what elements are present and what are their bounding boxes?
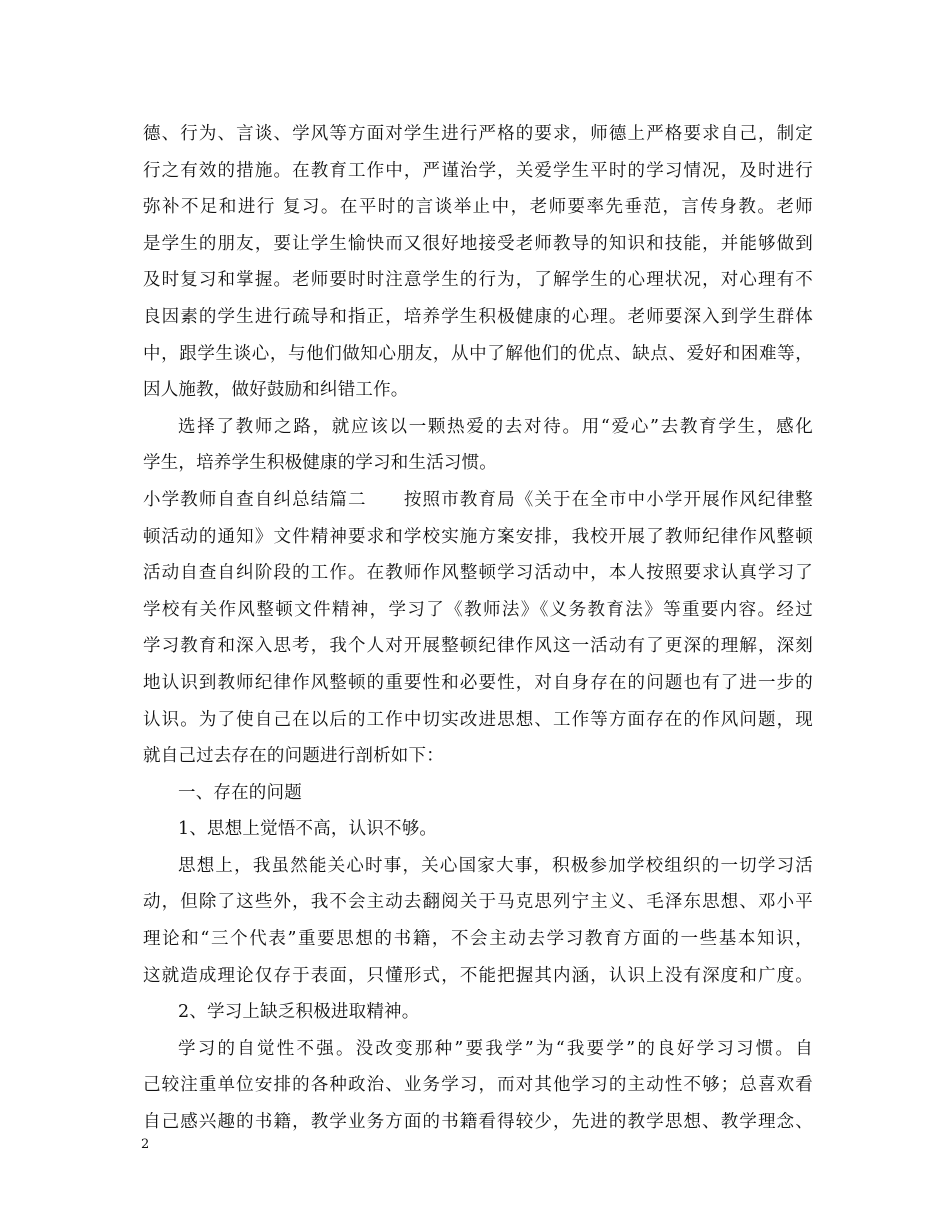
text-line: 德、行为、言谈、学风等方面对学生进行严格的要求，师德上严格要求自己，制定 [143,124,813,144]
text-line: 弥补不足和进行 复习。在平时的言谈举止中，老师要率先垂范，言传身教。老师 [143,197,813,218]
text-line: 2、学习上缺乏积极进取精神。 [178,1002,420,1023]
text-line: 1、思想上觉悟不高，认识不够。 [178,819,438,840]
text-line: 认识。为了使自己在以后的工作中切实改进思想、工作等方面存在的作风问题，现 [143,709,813,730]
text-line: 地认识到教师纪律作风整顿的重要性和必要性，对自身存在的问题也有了进一步的 [143,672,813,693]
text-line: 活动自查自纠阶段的工作。在教师作风整顿学习活动中，本人按照要求认真学习了 [143,563,813,584]
text-line: 己较注重单位安排的各种政治、业务学习，而对其他学习的主动性不够；总喜欢看 [143,1075,813,1096]
text-line: 及时复习和掌握。老师要时时注意学生的行为，了解学生的心理状况，对心理有不 [143,270,813,291]
text-line: 思想上，我虽然能关心时事，关心国家大事，积极参加学校组织的一切学习活 [178,855,813,876]
text-line: 这就造成理论仅存于表面，只懂形式，不能把握其内涵，认识上没有深度和广度。 [143,965,813,986]
text-line: 学校有关作风整顿文件精神，学习了《教师法》《义务教育法》等重要内容。经过 [143,599,813,620]
body-text [143,116,813,1141]
text-line: 选择了教师之路，就应该以一颗热爱的去对待。用“爱心”去教育学生，感化 [178,416,813,437]
text-line: 学习的自觉性不强。没改变那种”要我学”为“我要学”的良好学习习惯。自 [178,1038,813,1059]
text-line: 顿活动的通知》文件精神要求和学校实施方案安排，我校开展了教师纪律作风整顿 [143,526,813,547]
text-line: 中，跟学生谈心，与他们做知心朋友，从中了解他们的优点、缺点、爱好和困难等， [143,343,813,364]
text-line: 学习教育和深入思考，我个人对开展整顿纪律作风这一活动有了更深的理解，深刻 [143,636,813,657]
page-number: 2 [141,1137,150,1152]
text-line: 是学生的朋友，要让学生愉快而又很好地接受老师教导的知识和技能，并能够做到 [143,233,813,254]
text-line: 自己感兴趣的书籍，教学业务方面的书籍看得较少，先进的教学思想、教学理念、 [143,1112,813,1133]
text-line: 理论和“三个代表”重要思想的书籍，不会主动去学习教育方面的一些基本知识， [143,929,813,950]
text-line: 学生，培养学生积极健康的学习和生活习惯。 [143,453,497,474]
text-line: 就自己过去存在的问题进行剖析如下： [143,746,444,767]
text-line: 动，但除了这些外，我不会主动去翻阅关于马克思列宁主义、毛泽东思想、邓小平 [143,892,813,913]
text-line: 一、存在的问题 [178,782,302,803]
text-line: 小学教师自查自纠总结篇二 按照市教育局《关于在全市中小学开展作风纪律整 [143,489,813,510]
text-line: 良因素的学生进行疏导和指正，培养学生积极健康的心理。老师要深入到学生群体 [143,306,813,327]
text-line: 因人施教，做好鼓励和纠错工作。 [143,380,409,401]
text-line: 行之有效的措施。在教育工作中，严谨治学，关爱学生平时的学习情况，及时进行 [143,160,813,181]
